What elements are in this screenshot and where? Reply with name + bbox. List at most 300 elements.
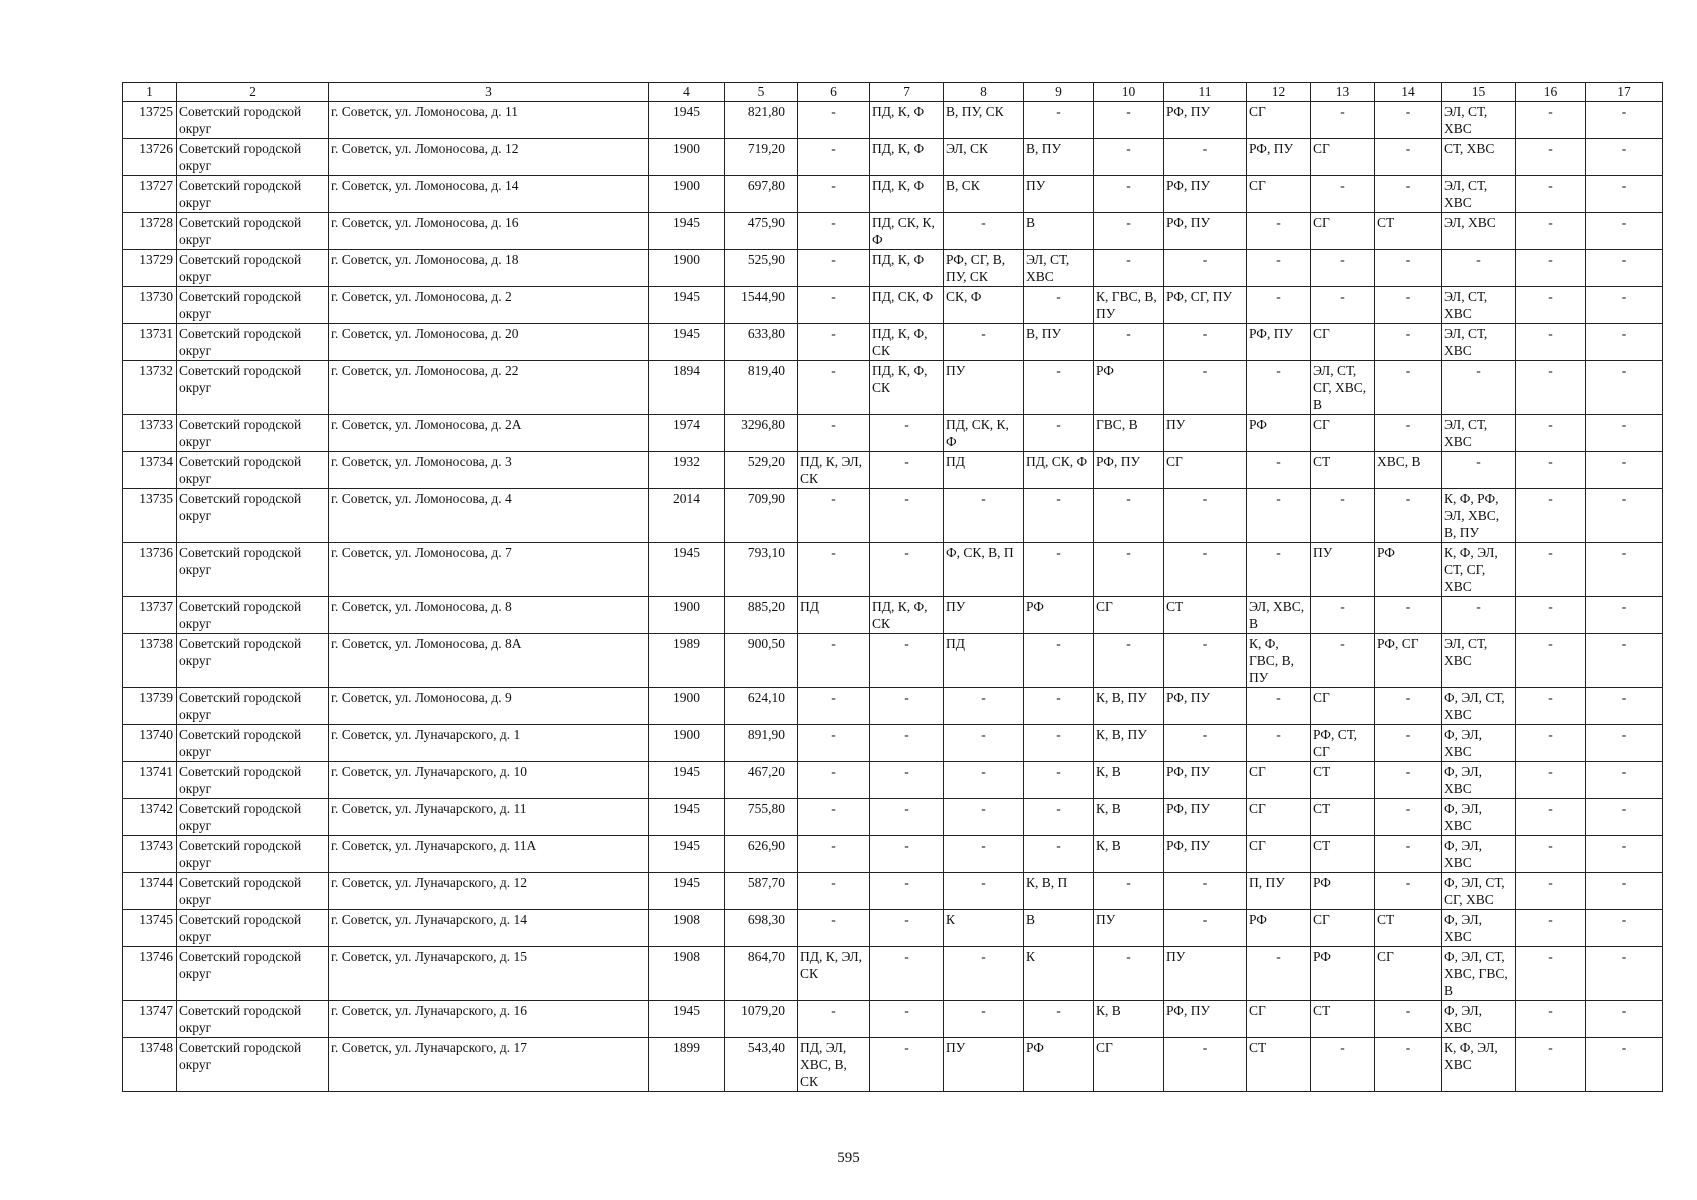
- table-cell-col-11: РФ, СГ, ПУ: [1164, 287, 1247, 324]
- table-cell-col-10: -: [1094, 176, 1164, 213]
- table-cell-col-15: -: [1442, 361, 1516, 415]
- table-cell-col-2: Советский городской округ: [177, 452, 329, 489]
- table-cell-col-15: Ф, ЭЛ, СТ, ХВС: [1442, 688, 1516, 725]
- table-cell-col-10: -: [1094, 213, 1164, 250]
- table-cell-col-13: ЭЛ, СТ, СГ, ХВС, В: [1311, 361, 1375, 415]
- table-cell-col-15: ЭЛ, ХВС: [1442, 213, 1516, 250]
- table-cell-col-4: 1932: [649, 452, 725, 489]
- table-cell-col-6: ПД, К, ЭЛ, СК: [798, 947, 870, 1001]
- table-cell-col-9: -: [1024, 725, 1094, 762]
- table-cell-col-4: 1900: [649, 176, 725, 213]
- table-cell-col-8: В, СК: [944, 176, 1024, 213]
- table-cell-col-11: РФ, ПУ: [1164, 102, 1247, 139]
- table-cell-col-7: ПД, К, Ф: [870, 139, 944, 176]
- table-cell-col-7: -: [870, 762, 944, 799]
- table-cell-col-4: 1974: [649, 415, 725, 452]
- table-cell-col-5: 793,10: [725, 543, 798, 597]
- table-cell-col-6: -: [798, 102, 870, 139]
- table-cell-col-3: г. Советск, ул. Луначарского, д. 15: [329, 947, 649, 1001]
- table-cell-col-6: -: [798, 415, 870, 452]
- table-cell-col-3: г. Советск, ул. Ломоносова, д. 7: [329, 543, 649, 597]
- table-cell-col-9: В: [1024, 213, 1094, 250]
- table-cell-col-10: К, ГВС, В, ПУ: [1094, 287, 1164, 324]
- table-cell-col-12: -: [1247, 452, 1311, 489]
- table-cell-col-9: -: [1024, 361, 1094, 415]
- table-cell-col-6: -: [798, 634, 870, 688]
- table-cell-col-9: В: [1024, 910, 1094, 947]
- table-cell-col-8: ПД, СК, К, Ф: [944, 415, 1024, 452]
- table-cell-col-8: ПУ: [944, 361, 1024, 415]
- table-cell-col-1: 13737: [123, 597, 177, 634]
- table-cell-col-15: К, Ф, ЭЛ, СТ, СГ, ХВС: [1442, 543, 1516, 597]
- table-cell-col-12: -: [1247, 489, 1311, 543]
- table-cell-col-3: г. Советск, ул. Ломоносова, д. 22: [329, 361, 649, 415]
- table-cell-col-3: г. Советск, ул. Ломоносова, д. 18: [329, 250, 649, 287]
- table-row: [123, 1038, 1663, 1092]
- table-cell-col-12: -: [1247, 947, 1311, 1001]
- table-cell-col-8: -: [944, 213, 1024, 250]
- table-cell-col-5: 900,50: [725, 634, 798, 688]
- table-cell-col-14: СТ: [1375, 910, 1442, 947]
- table-cell-col-15: Ф, ЭЛ, ХВС: [1442, 762, 1516, 799]
- table-cell-col-8: -: [944, 762, 1024, 799]
- table-cell-col-6: -: [798, 762, 870, 799]
- table-cell-col-14: -: [1375, 799, 1442, 836]
- table-row: [123, 287, 1663, 324]
- table-cell-col-11: -: [1164, 725, 1247, 762]
- table-cell-col-8: РФ, СГ, В, ПУ, СК: [944, 250, 1024, 287]
- table-cell-col-14: -: [1375, 250, 1442, 287]
- table-cell-col-12: СГ: [1247, 836, 1311, 873]
- table-cell-col-9: В, ПУ: [1024, 139, 1094, 176]
- table-cell-col-9: ПУ: [1024, 176, 1094, 213]
- table-cell-col-16: -: [1516, 489, 1586, 543]
- table-cell-col-12: П, ПУ: [1247, 873, 1311, 910]
- table-cell-col-16: -: [1516, 176, 1586, 213]
- table-cell-col-15: Ф, ЭЛ, ХВС: [1442, 910, 1516, 947]
- table-cell-col-15: Ф, ЭЛ, ХВС: [1442, 836, 1516, 873]
- table-cell-col-14: ХВС, В: [1375, 452, 1442, 489]
- table-cell-col-16: -: [1516, 634, 1586, 688]
- table-row: [123, 597, 1663, 634]
- table-cell-col-3: г. Советск, ул. Ломоносова, д. 2А: [329, 415, 649, 452]
- table-cell-col-1: 13731: [123, 324, 177, 361]
- table-cell-col-4: 1894: [649, 361, 725, 415]
- column-header-9: 9: [1024, 83, 1094, 102]
- table-cell-col-7: ПД, К, Ф, СК: [870, 361, 944, 415]
- table-cell-col-4: 1900: [649, 597, 725, 634]
- table-cell-col-17: -: [1586, 799, 1663, 836]
- table-row: [123, 176, 1663, 213]
- table-cell-col-14: -: [1375, 1038, 1442, 1092]
- table-cell-col-1: 13747: [123, 1001, 177, 1038]
- table-cell-col-5: 864,70: [725, 947, 798, 1001]
- table-cell-col-16: -: [1516, 543, 1586, 597]
- table-cell-col-17: -: [1586, 688, 1663, 725]
- table-cell-col-6: -: [798, 799, 870, 836]
- table-cell-col-17: -: [1586, 102, 1663, 139]
- table-cell-col-17: -: [1586, 597, 1663, 634]
- table-row: [123, 489, 1663, 543]
- table-cell-col-14: -: [1375, 725, 1442, 762]
- table-cell-col-11: СТ: [1164, 597, 1247, 634]
- table-cell-col-16: -: [1516, 799, 1586, 836]
- table-cell-col-1: 13744: [123, 873, 177, 910]
- table-cell-col-10: РФ: [1094, 361, 1164, 415]
- table-cell-col-2: Советский городской округ: [177, 139, 329, 176]
- table-cell-col-15: К, Ф, РФ, ЭЛ, ХВС, В, ПУ: [1442, 489, 1516, 543]
- table-cell-col-6: -: [798, 910, 870, 947]
- table-row: [123, 762, 1663, 799]
- table-cell-col-11: -: [1164, 489, 1247, 543]
- table-cell-col-7: -: [870, 489, 944, 543]
- table-cell-col-5: 697,80: [725, 176, 798, 213]
- table-cell-col-3: г. Советск, ул. Ломоносова, д. 11: [329, 102, 649, 139]
- table-cell-col-2: Советский городской округ: [177, 947, 329, 1001]
- table-body: [123, 102, 1663, 1092]
- table-cell-col-13: -: [1311, 634, 1375, 688]
- table-cell-col-6: -: [798, 176, 870, 213]
- table-cell-col-1: 13748: [123, 1038, 177, 1092]
- table-cell-col-5: 1544,90: [725, 287, 798, 324]
- table-cell-col-16: -: [1516, 102, 1586, 139]
- table-row: [123, 250, 1663, 287]
- table-cell-col-10: -: [1094, 947, 1164, 1001]
- table-cell-col-14: -: [1375, 324, 1442, 361]
- table-cell-col-4: 1900: [649, 250, 725, 287]
- table-cell-col-13: РФ: [1311, 947, 1375, 1001]
- table-cell-col-8: ПУ: [944, 1038, 1024, 1092]
- table-cell-col-7: -: [870, 1001, 944, 1038]
- table-cell-col-6: -: [798, 543, 870, 597]
- table-cell-col-11: СГ: [1164, 452, 1247, 489]
- table-cell-col-2: Советский городской округ: [177, 213, 329, 250]
- table-cell-col-11: РФ, ПУ: [1164, 688, 1247, 725]
- table-cell-col-2: Советский городской округ: [177, 688, 329, 725]
- table-cell-col-8: К: [944, 910, 1024, 947]
- table-cell-col-5: 755,80: [725, 799, 798, 836]
- table-cell-col-10: -: [1094, 543, 1164, 597]
- table-row: [123, 213, 1663, 250]
- table-cell-col-15: Ф, ЭЛ, ХВС: [1442, 799, 1516, 836]
- table-cell-col-4: 1945: [649, 324, 725, 361]
- table-cell-col-10: К, В: [1094, 762, 1164, 799]
- table-cell-col-17: -: [1586, 415, 1663, 452]
- table-cell-col-4: 1945: [649, 543, 725, 597]
- table-cell-col-11: -: [1164, 250, 1247, 287]
- table-row: [123, 910, 1663, 947]
- table-cell-col-17: -: [1586, 287, 1663, 324]
- table-cell-col-5: 543,40: [725, 1038, 798, 1092]
- column-header-1: 1: [123, 83, 177, 102]
- table-cell-col-2: Советский городской округ: [177, 836, 329, 873]
- table-cell-col-17: -: [1586, 947, 1663, 1001]
- table-cell-col-17: -: [1586, 725, 1663, 762]
- table-cell-col-5: 529,20: [725, 452, 798, 489]
- table-cell-col-15: ЭЛ, СТ, ХВС: [1442, 287, 1516, 324]
- column-header-5: 5: [725, 83, 798, 102]
- table-cell-col-16: -: [1516, 762, 1586, 799]
- table-cell-col-16: -: [1516, 688, 1586, 725]
- table-cell-col-11: ПУ: [1164, 947, 1247, 1001]
- table-cell-col-5: 819,40: [725, 361, 798, 415]
- table-cell-col-11: РФ, ПУ: [1164, 762, 1247, 799]
- table-row: [123, 102, 1663, 139]
- table-cell-col-14: СТ: [1375, 213, 1442, 250]
- table-row: [123, 139, 1663, 176]
- table-cell-col-15: ЭЛ, СТ, ХВС: [1442, 634, 1516, 688]
- table-cell-col-13: СГ: [1311, 324, 1375, 361]
- table-cell-col-13: -: [1311, 102, 1375, 139]
- table-cell-col-17: -: [1586, 324, 1663, 361]
- table-cell-col-3: г. Советск, ул. Ломоносова, д. 3: [329, 452, 649, 489]
- table-cell-col-16: -: [1516, 452, 1586, 489]
- table-cell-col-16: -: [1516, 1001, 1586, 1038]
- table-cell-col-1: 13726: [123, 139, 177, 176]
- table-cell-col-15: Ф, ЭЛ, ХВС: [1442, 725, 1516, 762]
- table-cell-col-2: Советский городской округ: [177, 799, 329, 836]
- table-cell-col-8: -: [944, 324, 1024, 361]
- table-cell-col-11: РФ, ПУ: [1164, 213, 1247, 250]
- table-cell-col-14: -: [1375, 102, 1442, 139]
- table-cell-col-14: -: [1375, 836, 1442, 873]
- table-cell-col-15: Ф, ЭЛ, СТ, СГ, ХВС: [1442, 873, 1516, 910]
- table-cell-col-4: 1900: [649, 725, 725, 762]
- table-cell-col-8: -: [944, 1001, 1024, 1038]
- table-cell-col-12: СТ: [1247, 1038, 1311, 1092]
- table-cell-col-6: -: [798, 213, 870, 250]
- table-cell-col-11: -: [1164, 910, 1247, 947]
- table-cell-col-2: Советский городской округ: [177, 543, 329, 597]
- table-cell-col-8: Ф, СК, В, П: [944, 543, 1024, 597]
- table-cell-col-12: СГ: [1247, 1001, 1311, 1038]
- table-cell-col-16: -: [1516, 836, 1586, 873]
- column-header-12: 12: [1247, 83, 1311, 102]
- table-cell-col-10: -: [1094, 489, 1164, 543]
- table-cell-col-15: -: [1442, 597, 1516, 634]
- table-cell-col-3: г. Советск, ул. Ломоносова, д. 20: [329, 324, 649, 361]
- table-cell-col-14: -: [1375, 873, 1442, 910]
- table-cell-col-10: К, В: [1094, 799, 1164, 836]
- table-cell-col-3: г. Советск, ул. Луначарского, д. 16: [329, 1001, 649, 1038]
- table-cell-col-2: Советский городской округ: [177, 873, 329, 910]
- table-cell-col-12: РФ, ПУ: [1247, 139, 1311, 176]
- table-cell-col-7: ПД, СК, Ф: [870, 287, 944, 324]
- table-cell-col-11: РФ, ПУ: [1164, 799, 1247, 836]
- table-cell-col-14: РФ: [1375, 543, 1442, 597]
- table-cell-col-11: -: [1164, 634, 1247, 688]
- table-cell-col-1: 13729: [123, 250, 177, 287]
- table-cell-col-13: СТ: [1311, 452, 1375, 489]
- table-cell-col-17: -: [1586, 176, 1663, 213]
- table-cell-col-4: 1900: [649, 688, 725, 725]
- table-cell-col-13: -: [1311, 250, 1375, 287]
- table-cell-col-15: Ф, ЭЛ, СТ, ХВС, ГВС, В: [1442, 947, 1516, 1001]
- table-cell-col-2: Советский городской округ: [177, 597, 329, 634]
- table-row: [123, 1001, 1663, 1038]
- table-cell-col-11: -: [1164, 324, 1247, 361]
- table-cell-col-11: РФ, ПУ: [1164, 836, 1247, 873]
- table-cell-col-16: -: [1516, 1038, 1586, 1092]
- table-cell-col-2: Советский городской округ: [177, 287, 329, 324]
- table-cell-col-6: -: [798, 725, 870, 762]
- table-cell-col-2: Советский городской округ: [177, 250, 329, 287]
- table-cell-col-3: г. Советск, ул. Луначарского, д. 10: [329, 762, 649, 799]
- table-cell-col-16: -: [1516, 324, 1586, 361]
- table-cell-col-2: Советский городской округ: [177, 910, 329, 947]
- table-row: [123, 873, 1663, 910]
- table-cell-col-7: ПД, СК, К, Ф: [870, 213, 944, 250]
- table-cell-col-9: -: [1024, 287, 1094, 324]
- column-header-10: 10: [1094, 83, 1164, 102]
- table-cell-col-5: 719,20: [725, 139, 798, 176]
- table-cell-col-8: ЭЛ, СК: [944, 139, 1024, 176]
- table-cell-col-11: -: [1164, 139, 1247, 176]
- table-cell-col-12: РФ, ПУ: [1247, 324, 1311, 361]
- column-header-4: 4: [649, 83, 725, 102]
- table-cell-col-8: -: [944, 489, 1024, 543]
- table-cell-col-1: 13741: [123, 762, 177, 799]
- table-cell-col-3: г. Советск, ул. Ломоносова, д. 2: [329, 287, 649, 324]
- table-cell-col-10: -: [1094, 102, 1164, 139]
- table-cell-col-12: -: [1247, 361, 1311, 415]
- table-cell-col-12: -: [1247, 287, 1311, 324]
- table-cell-col-7: ПД, К, Ф: [870, 250, 944, 287]
- table-cell-col-13: -: [1311, 287, 1375, 324]
- table-cell-col-12: -: [1247, 725, 1311, 762]
- table-cell-col-4: 1908: [649, 910, 725, 947]
- table-cell-col-3: г. Советск, ул. Ломоносова, д. 9: [329, 688, 649, 725]
- table-cell-col-8: ПУ: [944, 597, 1024, 634]
- table-cell-col-6: -: [798, 688, 870, 725]
- table-cell-col-13: -: [1311, 176, 1375, 213]
- column-header-13: 13: [1311, 83, 1375, 102]
- table-cell-col-1: 13727: [123, 176, 177, 213]
- table-cell-col-6: -: [798, 1001, 870, 1038]
- table-cell-col-5: 821,80: [725, 102, 798, 139]
- table-cell-col-13: СГ: [1311, 688, 1375, 725]
- table-cell-col-3: г. Советск, ул. Ломоносова, д. 14: [329, 176, 649, 213]
- table-cell-col-1: 13742: [123, 799, 177, 836]
- table-cell-col-14: -: [1375, 287, 1442, 324]
- table-cell-col-9: РФ: [1024, 597, 1094, 634]
- table-cell-col-7: -: [870, 688, 944, 725]
- table-cell-col-17: -: [1586, 250, 1663, 287]
- table-cell-col-9: -: [1024, 836, 1094, 873]
- table-cell-col-8: -: [944, 688, 1024, 725]
- table-cell-col-8: ПД: [944, 634, 1024, 688]
- table-cell-col-13: СТ: [1311, 836, 1375, 873]
- table-cell-col-11: -: [1164, 1038, 1247, 1092]
- table-cell-col-15: ЭЛ, СТ, ХВС: [1442, 102, 1516, 139]
- table-cell-col-7: ПД, К, Ф, СК: [870, 597, 944, 634]
- table-cell-col-16: -: [1516, 910, 1586, 947]
- table-cell-col-7: -: [870, 873, 944, 910]
- table-cell-col-11: -: [1164, 543, 1247, 597]
- table-cell-col-12: К, Ф, ГВС, В, ПУ: [1247, 634, 1311, 688]
- table-cell-col-5: 633,80: [725, 324, 798, 361]
- table-cell-col-10: -: [1094, 873, 1164, 910]
- table-cell-col-4: 1945: [649, 213, 725, 250]
- table-cell-col-1: 13725: [123, 102, 177, 139]
- table-cell-col-8: -: [944, 725, 1024, 762]
- table-cell-col-6: -: [798, 324, 870, 361]
- table-cell-col-3: г. Советск, ул. Ломоносова, д. 4: [329, 489, 649, 543]
- table-cell-col-3: г. Советск, ул. Ломоносова, д. 8А: [329, 634, 649, 688]
- table-cell-col-2: Советский городской округ: [177, 361, 329, 415]
- table-cell-col-12: -: [1247, 688, 1311, 725]
- table-cell-col-13: СТ: [1311, 799, 1375, 836]
- table-cell-col-11: РФ, ПУ: [1164, 1001, 1247, 1038]
- table-cell-col-9: ЭЛ, СТ, ХВС: [1024, 250, 1094, 287]
- table-cell-col-12: -: [1247, 543, 1311, 597]
- table-cell-col-8: В, ПУ, СК: [944, 102, 1024, 139]
- table-cell-col-12: РФ: [1247, 415, 1311, 452]
- table-cell-col-13: СТ: [1311, 1001, 1375, 1038]
- table-row: [123, 361, 1663, 415]
- table-cell-col-7: -: [870, 947, 944, 1001]
- table-cell-col-6: ПД, ЭЛ, ХВС, В, СК: [798, 1038, 870, 1092]
- table-cell-col-10: ГВС, В: [1094, 415, 1164, 452]
- table-cell-col-6: -: [798, 287, 870, 324]
- table-cell-col-4: 1900: [649, 139, 725, 176]
- table-cell-col-6: ПД: [798, 597, 870, 634]
- table-cell-col-1: 13736: [123, 543, 177, 597]
- table-cell-col-15: ЭЛ, СТ, ХВС: [1442, 176, 1516, 213]
- table-cell-col-14: -: [1375, 361, 1442, 415]
- table-cell-col-9: -: [1024, 415, 1094, 452]
- column-header-17: 17: [1586, 83, 1663, 102]
- column-header-8: 8: [944, 83, 1024, 102]
- table-cell-col-16: -: [1516, 287, 1586, 324]
- table-cell-col-6: -: [798, 139, 870, 176]
- table-cell-col-9: -: [1024, 1001, 1094, 1038]
- column-header-14: 14: [1375, 83, 1442, 102]
- table-cell-col-4: 1899: [649, 1038, 725, 1092]
- table-cell-col-10: К, В: [1094, 1001, 1164, 1038]
- table-cell-col-12: РФ: [1247, 910, 1311, 947]
- table-cell-col-13: -: [1311, 597, 1375, 634]
- table-cell-col-7: ПД, К, Ф: [870, 102, 944, 139]
- table-cell-col-10: К, В: [1094, 836, 1164, 873]
- table-row: [123, 799, 1663, 836]
- table-cell-col-13: РФ, СТ, СГ: [1311, 725, 1375, 762]
- table-cell-col-1: 13735: [123, 489, 177, 543]
- table-cell-col-14: СГ: [1375, 947, 1442, 1001]
- table-cell-col-15: ЭЛ, СТ, ХВС: [1442, 324, 1516, 361]
- table-cell-col-17: -: [1586, 489, 1663, 543]
- table-cell-col-13: СТ: [1311, 762, 1375, 799]
- table-cell-col-2: Советский городской округ: [177, 415, 329, 452]
- table-cell-col-9: -: [1024, 634, 1094, 688]
- table-cell-col-5: 626,90: [725, 836, 798, 873]
- header-row: [123, 83, 1663, 102]
- column-header-11: 11: [1164, 83, 1247, 102]
- table-cell-col-15: Ф, ЭЛ, ХВС: [1442, 1001, 1516, 1038]
- table-cell-col-14: -: [1375, 1001, 1442, 1038]
- table-cell-col-1: 13728: [123, 213, 177, 250]
- table-cell-col-17: -: [1586, 836, 1663, 873]
- table-cell-col-4: 2014: [649, 489, 725, 543]
- table-cell-col-17: -: [1586, 361, 1663, 415]
- table-cell-col-17: -: [1586, 139, 1663, 176]
- table-row: [123, 688, 1663, 725]
- table-cell-col-3: г. Советск, ул. Ломоносова, д. 16: [329, 213, 649, 250]
- table-cell-col-16: -: [1516, 139, 1586, 176]
- table-cell-col-4: 1908: [649, 947, 725, 1001]
- table-row: [123, 634, 1663, 688]
- table-cell-col-16: -: [1516, 250, 1586, 287]
